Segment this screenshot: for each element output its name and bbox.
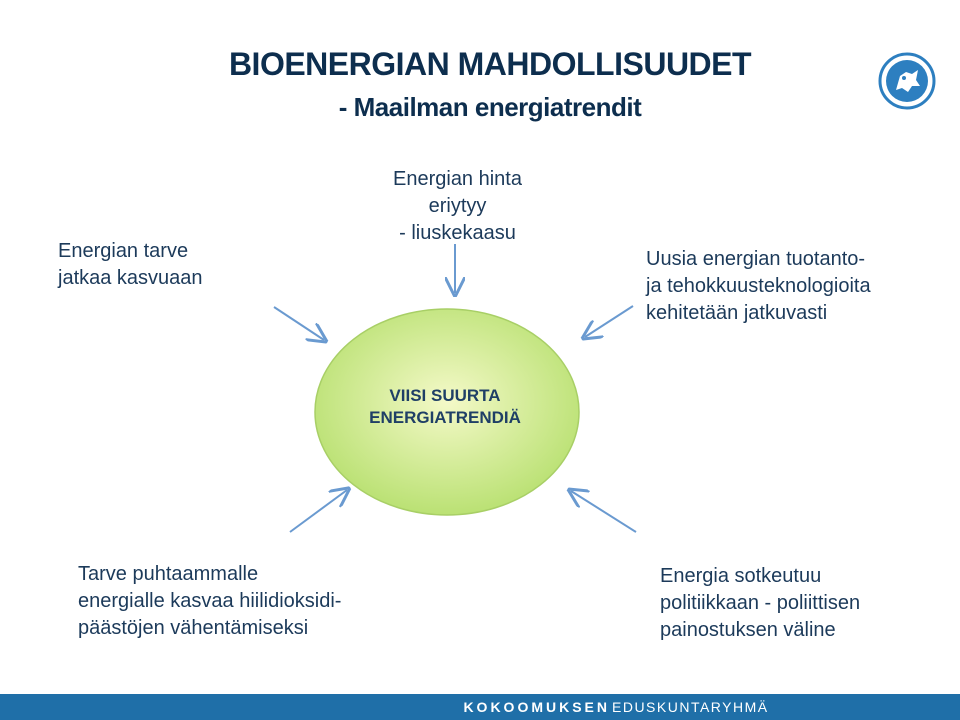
trend-line: Uusia energian tuotanto- xyxy=(646,248,866,270)
center-label xyxy=(330,385,560,429)
footer-brand-bold: KOKOOMUKSEN xyxy=(463,699,610,715)
trend-line: kehitetään jatkuvasti xyxy=(646,302,828,324)
trend-line: painostuksen väline xyxy=(660,619,836,641)
trend-line: jatkaa kasvuaan xyxy=(58,267,203,289)
footer-bar xyxy=(0,694,960,720)
trend-top-right xyxy=(646,246,871,327)
trend-line: energialle kasvaa hiilidioksidi- xyxy=(78,590,342,612)
trend-bottom-left xyxy=(78,561,341,642)
trend-bottom-right xyxy=(660,563,860,644)
trend-line: Energia sotkeutuu xyxy=(660,565,822,587)
slide-title: BIOENERGIAN MAHDOLLISUUDET xyxy=(228,46,752,82)
trend-line: Energian tarve xyxy=(58,240,189,262)
trend-line: politiikkaan - poliittisen xyxy=(660,592,861,614)
arrow-top-left xyxy=(274,307,324,340)
trend-top-left xyxy=(58,238,203,292)
center-label-line: ENERGIATRENDIÄ xyxy=(369,408,521,428)
arrow-bottom-right xyxy=(571,491,636,532)
trend-line: Tarve puhtaammalle xyxy=(78,563,259,585)
trend-line: - liuskekaasu xyxy=(399,222,516,244)
trend-line: eriytyy xyxy=(428,195,487,217)
arrow-bottom-left xyxy=(290,490,347,532)
trend-line: Energian hinta xyxy=(393,168,522,190)
footer-brand-light: EDUSKUNTARYHMÄ xyxy=(612,699,769,715)
slide-subtitle: - Maailman energiatrendit xyxy=(338,92,642,122)
trend-line: ja tehokkuusteknologioita xyxy=(646,275,871,297)
trend-top-center xyxy=(375,166,540,247)
center-label-line: VIISI SUURTA xyxy=(389,386,501,405)
arrow-top-right xyxy=(585,306,633,337)
trend-line: päästöjen vähentämiseksi xyxy=(78,617,309,639)
